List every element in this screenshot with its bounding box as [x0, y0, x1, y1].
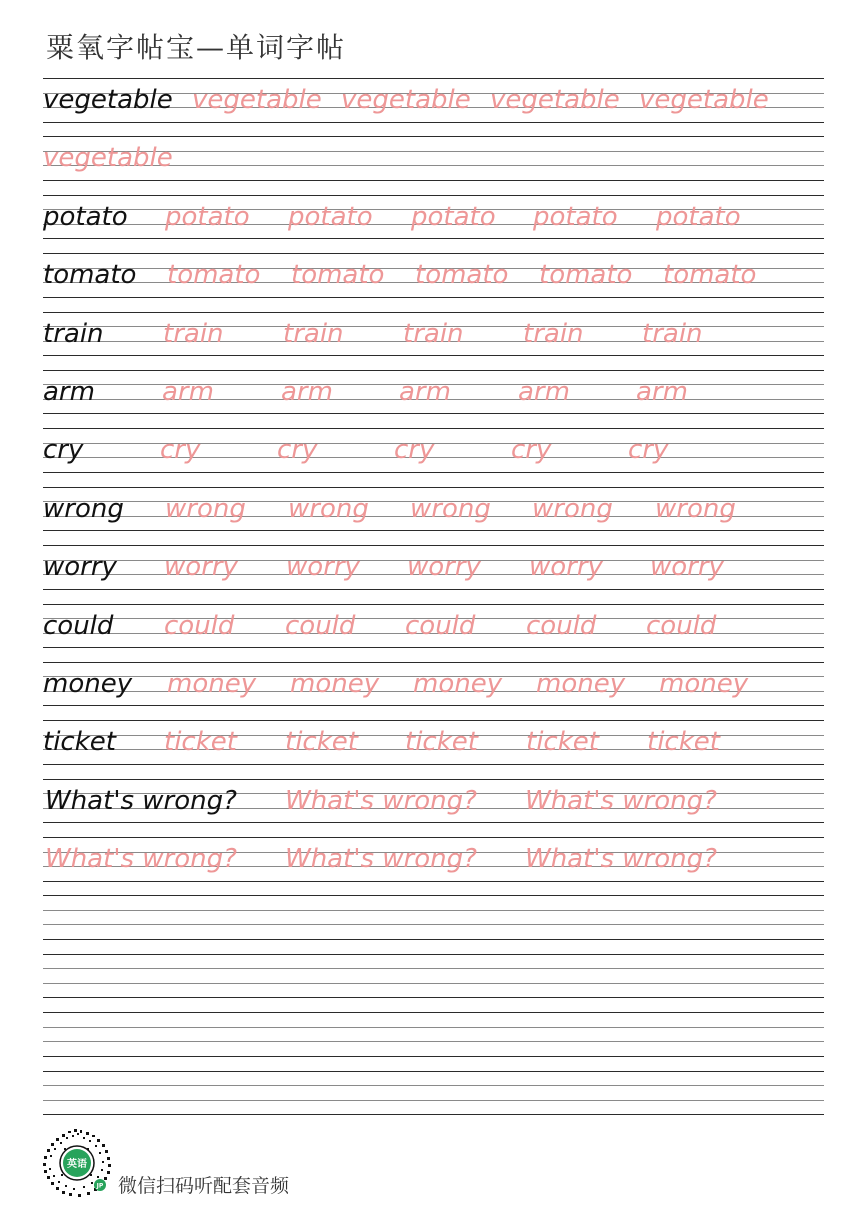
trace-word: arm — [636, 376, 688, 407]
model-word: potato — [43, 201, 128, 232]
trace-word: tomato — [539, 260, 633, 291]
practice-row — [43, 779, 824, 837]
trace-word: cry — [277, 435, 318, 466]
trace-word: money — [659, 668, 749, 699]
trace-word: ticket — [285, 727, 358, 758]
trace-word: could — [285, 610, 356, 641]
trace-word: potato — [656, 201, 741, 232]
model-word: arm — [43, 376, 95, 407]
trace-word: tomato — [167, 260, 261, 291]
model-word: train — [43, 318, 104, 349]
trace-word: vegetable — [43, 143, 173, 174]
trace-word: money — [536, 668, 626, 699]
trace-phrase: What's wrong? — [285, 785, 477, 816]
empty-practice-row — [43, 895, 824, 953]
trace-word: arm — [162, 376, 214, 407]
trace-word: arm — [281, 376, 333, 407]
model-word: ticket — [43, 727, 116, 758]
trace-word: could — [405, 610, 476, 641]
trace-word: ticket — [405, 727, 478, 758]
trace-word: potato — [165, 201, 250, 232]
trace-word: tomato — [415, 260, 509, 291]
trace-word: wrong — [165, 493, 246, 524]
trace-word: could — [526, 610, 597, 641]
trace-word: money — [167, 668, 257, 699]
trace-word: potato — [411, 201, 496, 232]
trace-word: vegetable — [639, 85, 769, 115]
practice-row — [43, 487, 824, 545]
trace-word: worry — [529, 552, 603, 583]
trace-word: cry — [394, 435, 435, 466]
trace-word: cry — [511, 435, 552, 466]
page-title: 粟氧字帖宝—单词字帖 — [46, 31, 347, 64]
trace-word: tomato — [291, 260, 385, 291]
trace-word: arm — [518, 376, 570, 407]
model-word: worry — [43, 552, 117, 583]
model-word: tomato — [43, 260, 137, 291]
trace-word: money — [413, 668, 503, 699]
practice-row — [43, 720, 824, 778]
trace-word: worry — [164, 552, 238, 583]
trace-word: train — [283, 318, 344, 349]
qr-badge-text: 英语 — [67, 1159, 87, 1170]
trace-word: train — [523, 318, 584, 349]
trace-word: worry — [650, 552, 724, 583]
trace-word: money — [290, 668, 380, 699]
trace-phrase: What's wrong? — [525, 785, 717, 816]
trace-word: arm — [399, 376, 451, 407]
trace-phrase: What's wrong? — [525, 844, 717, 875]
practice-row — [43, 78, 824, 136]
trace-word: ticket — [526, 727, 599, 758]
practice-row — [43, 545, 824, 603]
trace-word: wrong — [410, 493, 491, 524]
trace-word: ticket — [647, 727, 720, 758]
model-word: wrong — [43, 493, 124, 524]
model-word: cry — [43, 435, 84, 466]
model-word: money — [43, 668, 133, 699]
trace-word: wrong — [532, 493, 613, 524]
trace-word: ticket — [164, 727, 237, 758]
model-phrase: What's wrong? — [45, 785, 237, 816]
trace-word: potato — [288, 201, 373, 232]
trace-phrase: What's wrong? — [45, 844, 237, 875]
trace-word: wrong — [288, 493, 369, 524]
practice-row — [43, 195, 824, 253]
qr-code-icon[interactable] — [42, 1128, 112, 1198]
practice-sheet — [43, 78, 824, 1129]
model-word: vegetable — [43, 85, 173, 115]
trace-word: train — [163, 318, 224, 349]
empty-practice-row — [43, 1071, 824, 1129]
trace-word: could — [646, 610, 717, 641]
trace-word: wrong — [655, 493, 736, 524]
trace-word: vegetable — [490, 85, 620, 115]
empty-practice-row — [43, 954, 824, 1012]
model-word: could — [43, 610, 114, 641]
practice-row — [43, 312, 824, 370]
trace-word: could — [164, 610, 235, 641]
empty-practice-row — [43, 1012, 824, 1070]
trace-word: train — [642, 318, 703, 349]
trace-word: potato — [533, 201, 618, 232]
trace-word: train — [403, 318, 464, 349]
trace-word: cry — [160, 435, 201, 466]
trace-word: vegetable — [341, 85, 471, 115]
practice-row — [43, 837, 824, 895]
qr-corner-text: JP — [96, 1182, 104, 1190]
practice-row — [43, 428, 824, 486]
trace-phrase: What's wrong? — [285, 844, 477, 875]
trace-word: worry — [286, 552, 360, 583]
practice-row — [43, 136, 824, 194]
practice-row — [43, 662, 824, 720]
bottom-rule — [43, 1114, 824, 1115]
practice-row — [43, 370, 824, 428]
trace-word: vegetable — [192, 85, 322, 115]
scan-caption: 微信扫码听配套音频 — [118, 1175, 290, 1197]
trace-word: tomato — [663, 260, 757, 291]
trace-word: worry — [407, 552, 481, 583]
practice-row — [43, 604, 824, 662]
trace-word: cry — [628, 435, 669, 466]
practice-row — [43, 253, 824, 311]
